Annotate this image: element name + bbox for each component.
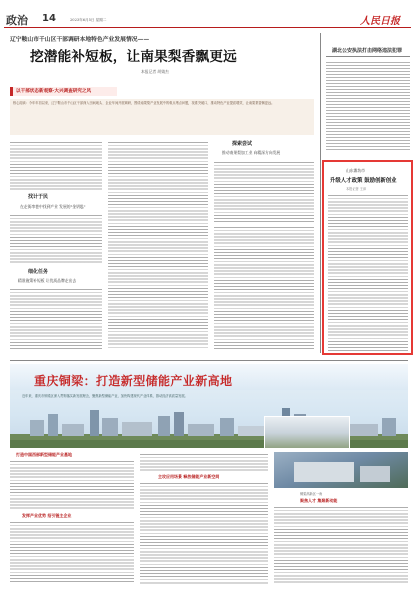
column-divider bbox=[320, 33, 321, 353]
body-column-3a bbox=[214, 160, 314, 222]
adv-subhead-3: 主攻应用场景 释放储能产业新空间 bbox=[158, 474, 220, 479]
adv-subhead-1: 打造中国西部新型储能产业基地 bbox=[16, 452, 72, 457]
adv-photo-caption: 铜梁高新区一角 bbox=[300, 492, 323, 496]
right-article-text bbox=[326, 60, 410, 152]
banner-inset-photo bbox=[264, 416, 350, 448]
body-column-2 bbox=[108, 140, 208, 350]
lead-text: 核心阅读：今年年初以来，辽宁鞍山市千山区干部深入田间地头、企业车间开展调研，围绕南果梨产业发展中的难点堵点问题，找准突破口，推动特色产业提质增效，让南果梨香飘更远。 bbox=[13, 101, 275, 105]
subhead-1: 找计于民 bbox=[28, 194, 49, 200]
right-headline: 湖北公安执法打击网络违法犯罪 bbox=[332, 48, 403, 54]
adv-column-1b bbox=[10, 520, 134, 584]
main-headline: 挖潜能补短板，让南果梨香飘更远 bbox=[30, 49, 237, 65]
body-column-1c bbox=[10, 287, 102, 350]
subhead-2: 细化任务 bbox=[28, 269, 49, 275]
banner-intro: 近年来，重庆市铜梁区深入贯彻落实新发展理念，聚焦新型储能产业，加快构建现代产业体系，推动经济高质量发展。 bbox=[22, 394, 188, 398]
highlight-byline: 本报记者 王沛 bbox=[346, 187, 367, 191]
subhead-1-sub: 在走街串巷中找到产业 发展的"金钥匙" bbox=[20, 204, 86, 209]
section-name: 政治 bbox=[6, 14, 28, 27]
adv-column-2a bbox=[140, 452, 268, 472]
body-column-3b bbox=[214, 225, 314, 350]
main-byline: 本报记者 胡婧杰 bbox=[141, 69, 169, 74]
adv-column-2b bbox=[140, 481, 268, 584]
adv-column-1a bbox=[10, 459, 134, 511]
highlight-kicker: 山东潍坊市 bbox=[346, 168, 365, 173]
highlight-headline: 升级人才政策 鼓励创新创业 bbox=[330, 178, 397, 184]
adv-subhead-4: 聚焦人才 集聚新动能 bbox=[300, 498, 338, 503]
header-rule bbox=[4, 27, 411, 28]
banner-title: 重庆铜梁：打造新型储能产业新高地 bbox=[34, 374, 233, 388]
adv-subhead-2: 发挥产业优势 招引链主企业 bbox=[22, 513, 72, 518]
issue-date: 2023年6月5日 星期二 bbox=[70, 18, 107, 22]
page-number: 14 bbox=[42, 13, 56, 24]
series-label-text: 以干部状态新观察·大兴调查研究之风 bbox=[16, 89, 92, 94]
lead-paragraph bbox=[10, 99, 314, 135]
body-column-1a bbox=[10, 140, 102, 190]
subhead-2-sub: 精准施策补短板 让优质品牌走出去 bbox=[18, 278, 77, 283]
series-label bbox=[10, 87, 117, 96]
paper-logo: 人民日报 bbox=[360, 16, 400, 27]
right-headline-rule bbox=[326, 56, 410, 57]
highlight-body bbox=[328, 193, 408, 351]
adv-photo-building bbox=[294, 462, 354, 482]
advertorial-banner bbox=[10, 364, 408, 448]
adv-photo-building-2 bbox=[360, 466, 390, 482]
section-header bbox=[4, 12, 411, 26]
subhead-3-sub: 推动南果梨加工业 向精深方向发展 bbox=[222, 150, 281, 155]
section-separator bbox=[10, 360, 408, 361]
main-kicker: 辽宁鞍山市千山区干部调研本地特色产业发展情况—— bbox=[10, 37, 150, 43]
body-column-1b bbox=[10, 213, 102, 265]
adv-photo bbox=[274, 452, 408, 488]
subhead-3: 探索尝试 bbox=[232, 141, 253, 147]
highlight-box[interactable] bbox=[322, 160, 413, 355]
adv-column-3 bbox=[274, 505, 408, 584]
